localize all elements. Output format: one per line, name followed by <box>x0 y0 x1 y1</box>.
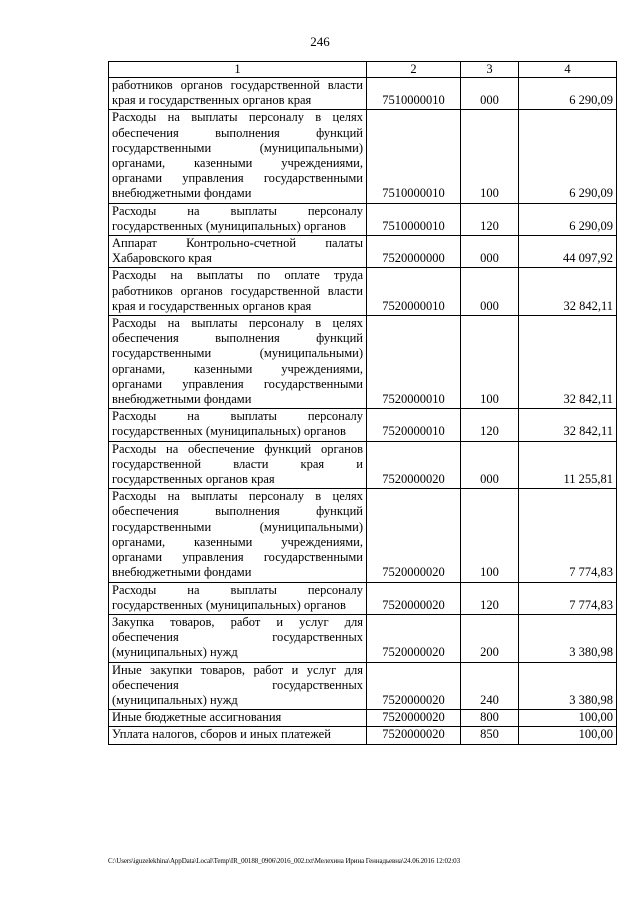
row-code: 7520000020 <box>367 582 461 614</box>
table-row <box>109 110 617 203</box>
table-row <box>109 268 617 316</box>
table-row <box>109 78 617 110</box>
row-description: Расходы на выплаты персоналу в целях обеспечения выполнения функций государственными (муниципальными) органами, казенными учреждениями, органами управления государственными внебюджетными фондами <box>109 316 367 409</box>
column-header-amount: 4 <box>519 62 617 78</box>
row-amount: 6 290,09 <box>519 78 617 110</box>
row-code: 7510000010 <box>367 78 461 110</box>
row-amount: 100,00 <box>519 710 617 727</box>
row-code: 7510000010 <box>367 110 461 203</box>
row-code: 7520000010 <box>367 409 461 441</box>
row-description: Расходы на выплаты по оплате труда работников органов государственной власти края и государственных органов края <box>109 268 367 316</box>
row-kind: 120 <box>461 203 519 235</box>
row-description: Уплата налогов, сборов и иных платежей <box>109 727 367 744</box>
row-amount: 7 774,83 <box>519 582 617 614</box>
row-amount: 32 842,11 <box>519 268 617 316</box>
row-code: 7520000020 <box>367 710 461 727</box>
table-row <box>109 662 617 710</box>
page-number: 246 <box>310 34 330 49</box>
row-description: Расходы на выплаты персоналу государственных (муниципальных) органов <box>109 203 367 235</box>
table-row <box>109 710 617 727</box>
column-header-code: 2 <box>367 62 461 78</box>
row-code: 7520000020 <box>367 614 461 662</box>
row-amount: 11 255,81 <box>519 441 617 489</box>
table-row <box>109 236 617 268</box>
row-kind: 850 <box>461 727 519 744</box>
row-kind: 240 <box>461 662 519 710</box>
row-description: Аппарат Контрольно-счетной палаты Хабаровского края <box>109 236 367 268</box>
column-header-description: 1 <box>109 62 367 78</box>
row-amount: 3 380,98 <box>519 614 617 662</box>
row-description: работников органов государственной власти края и государственных органов края <box>109 78 367 110</box>
table-row <box>109 582 617 614</box>
row-amount: 6 290,09 <box>519 203 617 235</box>
row-description: Расходы на выплаты персоналу в целях обеспечения выполнения функций государственными (муниципальными) органами, казенными учреждениями, органами управления государственными внебюджетными фондами <box>109 489 367 582</box>
row-kind: 200 <box>461 614 519 662</box>
row-amount: 44 097,92 <box>519 236 617 268</box>
row-code: 7510000010 <box>367 203 461 235</box>
table-row <box>109 614 617 662</box>
row-amount: 7 774,83 <box>519 489 617 582</box>
budget-table <box>108 61 617 745</box>
table-row <box>109 441 617 489</box>
row-description: Расходы на выплаты персоналу государственных (муниципальных) органов <box>109 409 367 441</box>
column-header-kind: 3 <box>461 62 519 78</box>
row-kind: 100 <box>461 316 519 409</box>
row-description: Расходы на выплаты персоналу государственных (муниципальных) органов <box>109 582 367 614</box>
row-code: 7520000020 <box>367 489 461 582</box>
row-description: Закупка товаров, работ и услуг для обеспечения государственных (муниципальных) нужд <box>109 614 367 662</box>
row-code: 7520000000 <box>367 236 461 268</box>
row-description: Расходы на обеспечение функций органов государственной власти края и государственных органов края <box>109 441 367 489</box>
row-description: Иные бюджетные ассигнования <box>109 710 367 727</box>
row-description: Иные закупки товаров, работ и услуг для обеспечения государственных (муниципальных) нужд <box>109 662 367 710</box>
row-kind: 100 <box>461 489 519 582</box>
row-kind: 120 <box>461 409 519 441</box>
row-kind: 000 <box>461 268 519 316</box>
row-amount: 32 842,11 <box>519 409 617 441</box>
row-code: 7520000020 <box>367 662 461 710</box>
row-kind: 000 <box>461 236 519 268</box>
row-amount: 3 380,98 <box>519 662 617 710</box>
row-amount: 6 290,09 <box>519 110 617 203</box>
row-description: Расходы на выплаты персоналу в целях обеспечения выполнения функций государственными (муниципальными) органами, казенными учреждениями, органами управления государственными внебюджетными фондами <box>109 110 367 203</box>
row-amount: 100,00 <box>519 727 617 744</box>
row-kind: 100 <box>461 110 519 203</box>
table-row <box>109 409 617 441</box>
row-kind: 000 <box>461 441 519 489</box>
table-row <box>109 489 617 582</box>
table-row <box>109 203 617 235</box>
row-code: 7520000010 <box>367 316 461 409</box>
row-kind: 800 <box>461 710 519 727</box>
row-kind: 120 <box>461 582 519 614</box>
table-header-row <box>109 62 617 78</box>
footer-file-path: C:\Users\iguzelekhina\AppData\Local\Temp\IR_00188_0906\2016_002.txt\Мелехина Ирина Геннадьевна\24.06.2016 12:02:03 <box>108 857 460 865</box>
row-code: 7520000020 <box>367 441 461 489</box>
row-code: 7520000020 <box>367 727 461 744</box>
table-row <box>109 727 617 744</box>
row-amount: 32 842,11 <box>519 316 617 409</box>
table-row <box>109 316 617 409</box>
row-code: 7520000010 <box>367 268 461 316</box>
row-kind: 000 <box>461 78 519 110</box>
